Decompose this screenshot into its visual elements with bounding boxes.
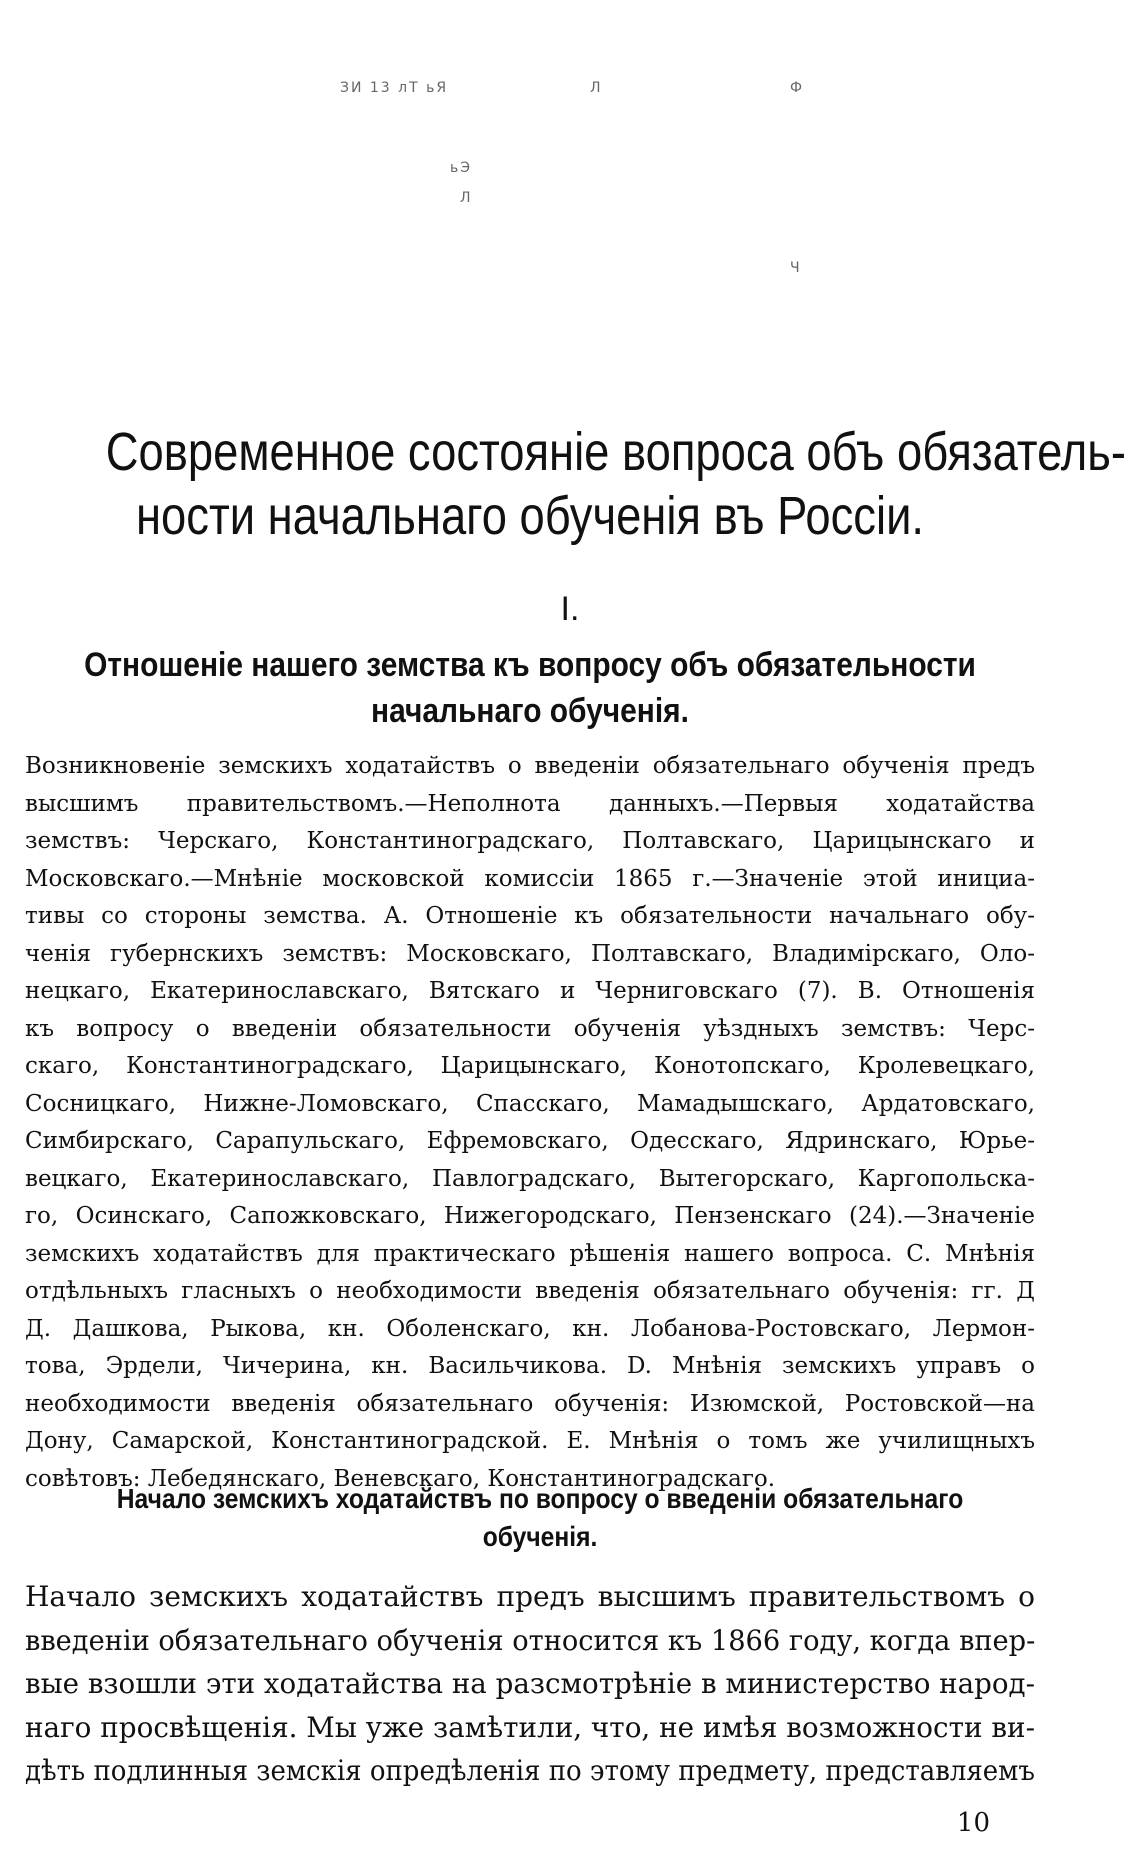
text-line: земскихъ ходатайствъ для практическаго рѣшенія нашего вопроса. С. Мнѣнія (25, 1240, 1035, 1267)
body-paragraph (25, 1575, 1035, 1793)
text-line: введеніи обязательнаго обученія относится къ 1866 году, когда впер- (25, 1623, 1036, 1657)
page-title-line: Современное состояніе вопроса объ обязатель- (105, 422, 1127, 482)
subsection-heading-line: Начало земскихъ ходатайствъ по вопросу о введеніи обязательнаго (116, 1483, 964, 1514)
text-line: вые взошли эти ходатайства на разсмотрѣніе в министерство народ- (25, 1667, 1035, 1700)
noise-fragment: ЗИ 13 лТ ьЯ (340, 80, 449, 96)
text-line: необходимости введенія обязательнаго обученія: Изюмской, Ростовской—на (25, 1390, 1035, 1417)
text-line: отдѣльныхъ гласныхъ о необходимости введенія обязательнаго обученія: гг. Д (25, 1278, 1035, 1304)
text-line: ченія губернскихъ земствъ: Московскаго, Полтавскаго, Владимірскаго, Оло- (25, 940, 1035, 967)
text-line: совѣтовъ: Лебедянскаго, Веневскаго, Константиноградскаго. (25, 1465, 776, 1492)
section-title (81, 642, 979, 734)
text-line: Сосницкаго, Нижне-Ломовскаго, Спасскаго, Мамадышскаго, Ардатовскаго, (25, 1090, 1035, 1117)
text-line: тивы со стороны земства. А. Отношеніе къ обязательности начальнаго обу- (25, 903, 1035, 929)
noise-fragment: Л (460, 190, 473, 206)
noise-fragment: Л (590, 80, 603, 96)
header-scan-noise (30, 80, 1030, 410)
subsection-heading (100, 1480, 980, 1556)
text-line: Московскаго.—Мнѣніе московской комиссіи 1865 г.—Значеніе этой инициа- (25, 865, 1035, 892)
section-summary (25, 748, 1035, 1498)
page-title-line: ности начальнаго обученія въ Россіи. (135, 486, 925, 546)
text-line: го, Осинскаго, Сапожковскаго, Нижегородскаго, Пензенскаго (24).—Значеніе (25, 1203, 1035, 1229)
page-number: 10 (956, 1808, 990, 1838)
text-line: Начало земскихъ ходатайствъ предъ высшимъ правительствомъ о (25, 1580, 1035, 1613)
text-line: вецкаго, Екатеринославскаго, Павлоградскаго, Вытегорскаго, Каргопольска- (25, 1165, 1035, 1192)
text-line: къ вопросу о введеніи обязательности обученія уѣздныхъ земствъ: Черс- (25, 1015, 1035, 1042)
noise-fragment: Ч (790, 260, 802, 276)
section-title-line: начальнаго обученія. (371, 692, 689, 730)
text-line: Возникновеніе земскихъ ходатайствъ о введеніи обязательнаго обученія предъ (25, 753, 1035, 779)
noise-fragment: Ф (790, 80, 805, 96)
page-title (105, 420, 1127, 548)
text-line: Симбирскаго, Сарапульскаго, Ефремовскаго, Одесскаго, Ядринскаго, Юрье- (25, 1128, 1035, 1154)
text-line: скаго, Константиноградскаго, Царицынскаго, Конотопскаго, Кролевецкаго, (25, 1053, 1035, 1079)
subsection-heading-line: обученія. (482, 1521, 598, 1552)
text-line: земствъ: Черскаго, Константиноградскаго, Полтавскаго, Царицынскаго и (25, 828, 1035, 854)
text-line: дѣть подлинныя земскія опредѣленія по этому предмету, представляемъ (25, 1754, 1035, 1787)
text-line: това, Эрдели, Чичерина, кн. Васильчикова. D. Мнѣнія земскихъ управъ о (25, 1353, 1035, 1379)
section-number: I. (560, 590, 580, 628)
text-line: Д. Дашкова, Рыкова, кн. Оболенскаго, кн. Лобанова-Ростовскаго, Лермон- (25, 1315, 1035, 1342)
text-line: Дону, Самарской, Константиноградской. Е. Мнѣнія о томъ же училищныхъ (25, 1428, 1035, 1454)
text-line: высшимъ правительствомъ.—Неполнота данныхъ.—Первыя ходатайства (25, 790, 1035, 817)
noise-fragment: ьЭ (450, 160, 473, 176)
text-line: нецкаго, Екатеринославскаго, Вятскаго и Черниговскаго (7). В. Отношенія (25, 978, 1035, 1004)
text-line: наго просвѣщенія. Мы уже замѣтили, что, не имѣя возможности ви- (25, 1710, 1035, 1744)
section-title-line: Отношеніе нашего земства къ вопросу объ обязательности (84, 646, 976, 684)
